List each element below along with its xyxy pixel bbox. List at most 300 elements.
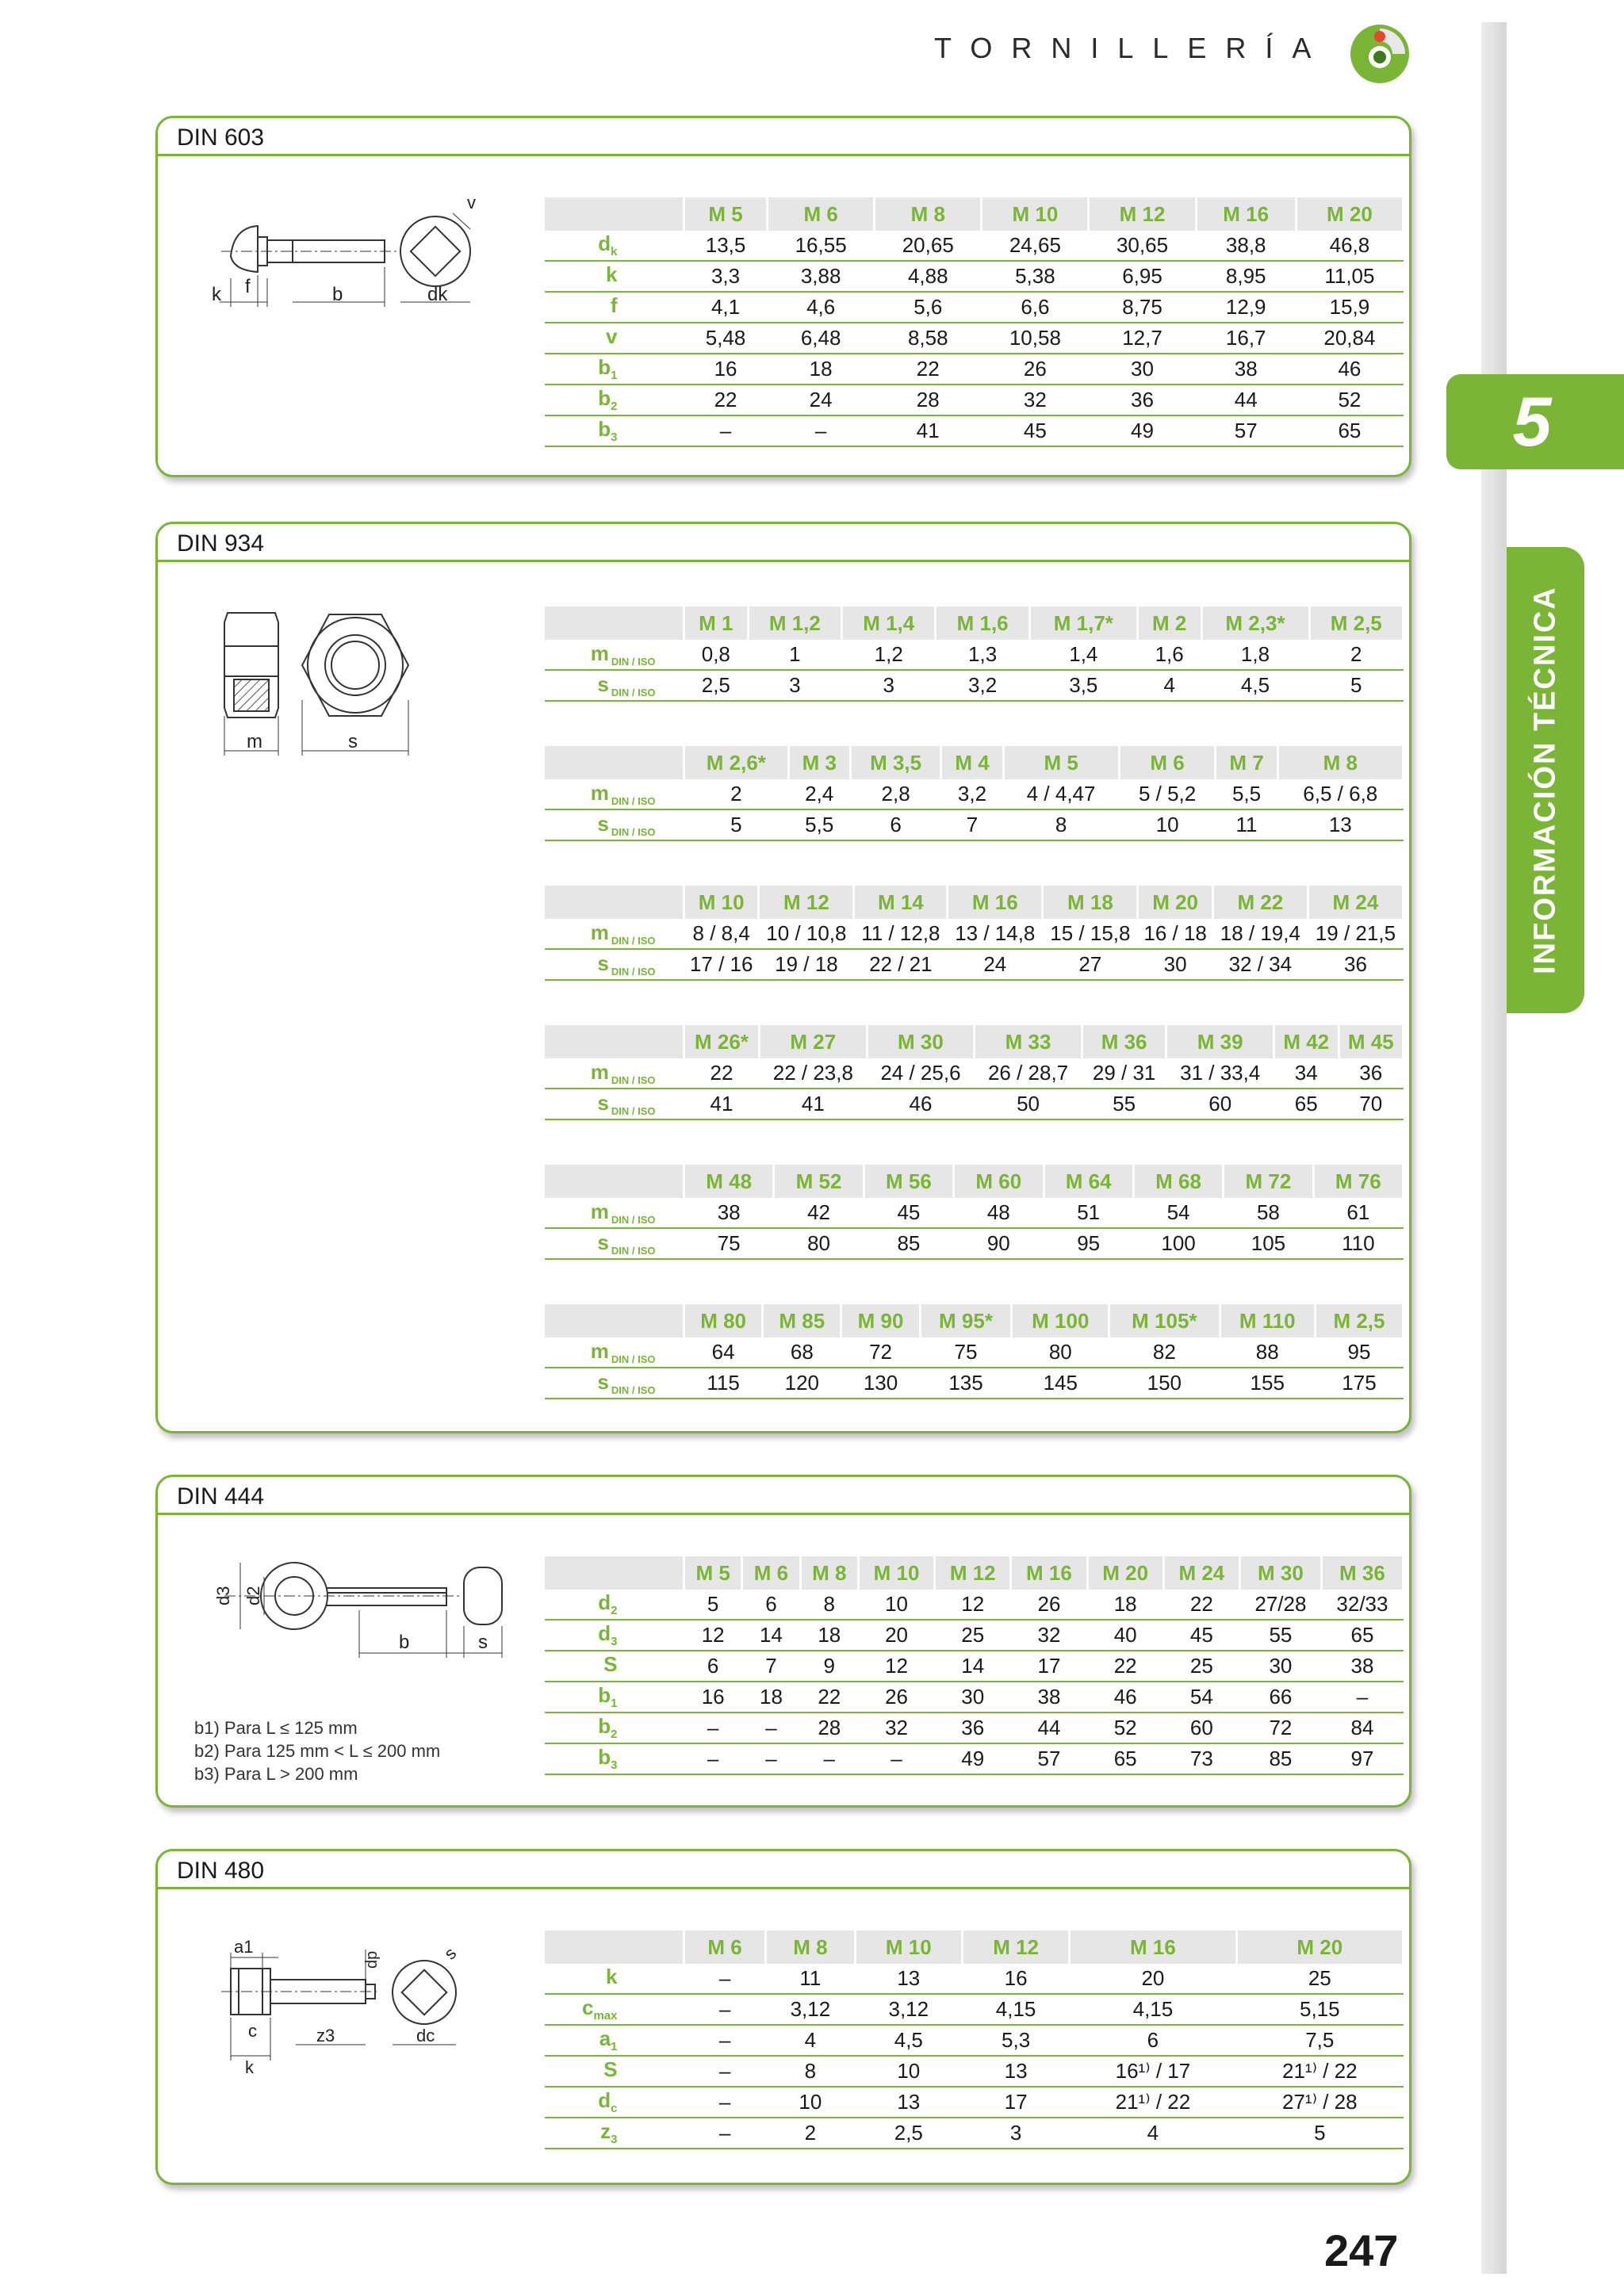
table-cell: 1,3 xyxy=(936,640,1029,670)
table-cell: 6 xyxy=(684,1651,742,1682)
table-cell: 13,5 xyxy=(684,231,768,261)
din934-title: DIN 934 xyxy=(158,524,1409,562)
table-cell: 21¹⁾ / 22 xyxy=(1070,2087,1236,2118)
column-header: M 20 xyxy=(1087,1556,1163,1590)
row-label-text: s xyxy=(597,672,609,696)
column-header: M 12 xyxy=(935,1556,1011,1590)
din934-drawing xyxy=(190,597,427,787)
table-cell: 175 xyxy=(1315,1368,1403,1399)
row-label xyxy=(545,323,684,354)
table-cell: 60 xyxy=(1163,1712,1239,1743)
table-cell: 26 / 28,7 xyxy=(975,1058,1082,1089)
table-cell: 6,48 xyxy=(768,323,875,354)
table-corner xyxy=(545,1025,684,1058)
table-row xyxy=(545,1337,1404,1368)
column-header: M 26* xyxy=(684,1025,760,1058)
table-row xyxy=(545,1620,1404,1651)
table-cell: 5 xyxy=(684,809,789,840)
column-header: M 36 xyxy=(1082,1025,1166,1058)
table-cell: 27/28 xyxy=(1239,1590,1321,1620)
column-header: M 48 xyxy=(684,1165,774,1198)
din603-table xyxy=(545,197,1404,447)
brand-logo-icon xyxy=(1348,22,1411,86)
table-cell: 5,15 xyxy=(1236,1994,1403,2025)
table-cell: 17 xyxy=(962,2087,1069,2118)
table-cell: 11 xyxy=(766,1964,856,1994)
column-header: M 5 xyxy=(684,1556,742,1590)
column-header: M 24 xyxy=(1308,886,1403,919)
row-label-subscript: DIN / ISO xyxy=(611,1245,656,1257)
row-label xyxy=(545,919,684,949)
din480-label-k: k xyxy=(245,2057,254,2077)
table-cell: 40 xyxy=(1087,1620,1163,1651)
column-header: M 2,5 xyxy=(1309,607,1403,640)
row-label xyxy=(545,949,684,980)
table-cell: 4,15 xyxy=(1070,1994,1236,2025)
table-cell: 22 xyxy=(875,354,982,385)
table-cell: 8 xyxy=(800,1590,858,1620)
column-header: M 110 xyxy=(1220,1304,1315,1337)
column-header: M 80 xyxy=(684,1304,763,1337)
row-label xyxy=(545,2025,684,2056)
table-cell: 10 xyxy=(1119,809,1216,840)
table-cell: 38 xyxy=(684,1198,774,1228)
table-row xyxy=(545,919,1404,949)
table-cell: 4,1 xyxy=(684,292,768,323)
table-cell: 36 xyxy=(935,1712,1011,1743)
table-cell: 12 xyxy=(858,1651,934,1682)
column-header: M 16 xyxy=(1011,1556,1087,1590)
row-label-subscript: DIN / ISO xyxy=(611,935,656,947)
row-label xyxy=(545,385,684,415)
table-cell: 18 / 19,4 xyxy=(1212,919,1308,949)
din934-table-block xyxy=(545,1165,1404,1260)
row-label xyxy=(545,809,684,840)
table-cell: – xyxy=(1321,1682,1403,1712)
table-cell: 5 xyxy=(684,1590,742,1620)
table-cell: 31 / 33,4 xyxy=(1166,1058,1274,1089)
table-corner xyxy=(545,607,684,640)
table-cell: 20,65 xyxy=(875,231,982,261)
din444-title: DIN 444 xyxy=(158,1477,1409,1515)
table-cell: 12,9 xyxy=(1196,292,1296,323)
table-cell: 45 xyxy=(982,415,1089,446)
row-label xyxy=(545,1682,684,1712)
table-cell: 155 xyxy=(1220,1368,1315,1399)
table-cell: 7 xyxy=(742,1651,800,1682)
row-label xyxy=(545,1089,684,1119)
table-cell: 17 / 16 xyxy=(684,949,759,980)
table-cell: 16 xyxy=(962,1964,1069,1994)
row-label-text: d xyxy=(598,232,611,256)
column-header: M 1,2 xyxy=(748,607,841,640)
table-cell: 6,95 xyxy=(1089,261,1196,292)
column-header: M 4 xyxy=(941,746,1003,779)
row-label-text: d xyxy=(598,1621,611,1646)
table-cell: 20 xyxy=(1070,1964,1236,1994)
table-cell: 18 xyxy=(800,1620,858,1651)
table-row xyxy=(545,231,1404,261)
table-cell: – xyxy=(684,2025,766,2056)
table-cell: 66 xyxy=(1239,1682,1321,1712)
table-cell: 58 xyxy=(1224,1198,1313,1228)
column-header: M 1 xyxy=(684,607,749,640)
table-row xyxy=(545,1712,1404,1743)
table-cell: 22 / 21 xyxy=(854,949,948,980)
table-row xyxy=(545,1590,1404,1620)
table-cell: 130 xyxy=(841,1368,920,1399)
table-cell: 16,7 xyxy=(1196,323,1296,354)
din480-label-z3: z3 xyxy=(316,2026,335,2045)
table-cell: 30 xyxy=(935,1682,1011,1712)
row-label-subscript: DIN / ISO xyxy=(611,795,656,808)
row-label xyxy=(545,1590,684,1620)
table-cell: 3 xyxy=(842,670,936,701)
table-cell: 24,65 xyxy=(982,231,1089,261)
row-label-text: s xyxy=(597,811,609,836)
table-cell: 10 xyxy=(766,2087,856,2118)
table-cell: 97 xyxy=(1321,1743,1403,1774)
din444-drawing xyxy=(177,1547,526,1689)
din934-table-block xyxy=(545,886,1404,981)
table-row xyxy=(545,2118,1404,2149)
table-cell: 11,05 xyxy=(1296,261,1403,292)
row-label-text: m xyxy=(590,641,609,665)
table-cell: 14 xyxy=(742,1620,800,1651)
table-cell: 25 xyxy=(935,1620,1011,1651)
row-label-subscript: max xyxy=(593,2009,618,2023)
din603-label-f: f xyxy=(245,276,251,297)
row-label-subscript: DIN / ISO xyxy=(611,687,656,699)
column-header: M 8 xyxy=(766,1931,856,1964)
column-header: M 14 xyxy=(854,886,948,919)
column-header: M 12 xyxy=(759,886,854,919)
row-label-text: k xyxy=(606,262,618,287)
table-cell: 85 xyxy=(1239,1743,1321,1774)
row-label-text: v xyxy=(606,324,618,349)
table-cell: 25 xyxy=(1163,1651,1239,1682)
table-cell: 36 xyxy=(1339,1058,1404,1089)
table-cell: 3,12 xyxy=(766,1994,856,2025)
table-cell: 16¹⁾ / 17 xyxy=(1070,2056,1236,2087)
table-cell: 120 xyxy=(763,1368,841,1399)
section-tab-label: INFORMACIÓN TÉCNICA xyxy=(1528,586,1562,974)
din934-card xyxy=(155,522,1411,1433)
table-cell: 27 xyxy=(1043,949,1138,980)
table-cell: 68 xyxy=(763,1337,841,1368)
table-cell: 49 xyxy=(935,1743,1011,1774)
table-cell: 18 xyxy=(742,1682,800,1712)
table-cell: 32 xyxy=(858,1712,934,1743)
table-row xyxy=(545,323,1404,354)
table-cell: 65 xyxy=(1296,415,1403,446)
row-label-text: m xyxy=(590,1338,609,1363)
table-cell: 52 xyxy=(1087,1712,1163,1743)
table-cell: 22 xyxy=(684,1058,760,1089)
table-cell: – xyxy=(742,1712,800,1743)
table-cell: 13 xyxy=(855,2087,962,2118)
table-cell: 11 xyxy=(1216,809,1277,840)
table-cell: 36 xyxy=(1308,949,1403,980)
din480-label-c: c xyxy=(248,2021,257,2041)
column-header: M 100 xyxy=(1012,1304,1109,1337)
table-cell: 5,6 xyxy=(875,292,982,323)
table-cell: 55 xyxy=(1082,1089,1166,1119)
row-label-subscript: 3 xyxy=(611,1758,618,1773)
table-cell: 44 xyxy=(1196,385,1296,415)
table-row xyxy=(545,1651,1404,1682)
din444-table xyxy=(545,1556,1404,1775)
din444-label-d3: d3 xyxy=(213,1586,233,1605)
note-b3: b3) Para L > 200 mm xyxy=(194,1764,358,1784)
column-header: M 5 xyxy=(1003,746,1119,779)
row-label xyxy=(545,261,684,292)
table-row xyxy=(545,949,1404,980)
table-cell: 10,58 xyxy=(982,323,1089,354)
table-cell: 15 / 15,8 xyxy=(1043,919,1138,949)
column-header: M 10 xyxy=(684,886,759,919)
din480-card xyxy=(155,1849,1411,2185)
table-cell: 8 xyxy=(766,2056,856,2087)
row-label-text: b xyxy=(598,417,611,442)
column-header: M 105* xyxy=(1109,1304,1220,1337)
table-cell: 45 xyxy=(1163,1620,1239,1651)
table-cell: – xyxy=(684,1994,766,2025)
table-cell: 20,84 xyxy=(1296,323,1403,354)
din934-table-block xyxy=(545,746,1404,841)
table-cell: 30 xyxy=(1089,354,1196,385)
table-cell: 4,15 xyxy=(962,1994,1069,2025)
table-cell: 2 xyxy=(1309,640,1403,670)
table-cell: 24 xyxy=(948,949,1043,980)
table-cell: 3 xyxy=(962,2118,1069,2149)
table-cell: 20 xyxy=(858,1620,934,1651)
column-header: M 64 xyxy=(1044,1165,1133,1198)
table-cell: 46 xyxy=(1296,354,1403,385)
table-cell: 46 xyxy=(867,1089,975,1119)
row-label xyxy=(545,1337,684,1368)
column-header: M 3 xyxy=(788,746,850,779)
row-label-subscript: c xyxy=(611,2102,618,2116)
chapter-number: 5 xyxy=(1512,382,1552,461)
table-row xyxy=(545,640,1404,670)
row-label xyxy=(545,1743,684,1774)
din603-drawing xyxy=(190,189,483,348)
table-cell: 38 xyxy=(1321,1651,1403,1682)
table-cell: 100 xyxy=(1133,1228,1223,1259)
table-cell: 8 / 8,4 xyxy=(684,919,759,949)
row-label-subscript: 2 xyxy=(611,1728,618,1742)
row-label-text: S xyxy=(603,1652,618,1677)
din603-title: DIN 603 xyxy=(158,118,1409,156)
din480-label-dc: dc xyxy=(416,2026,435,2045)
table-row xyxy=(545,1964,1404,1994)
chapter-tab[interactable] xyxy=(1446,374,1624,469)
table-cell: 75 xyxy=(684,1228,774,1259)
table-cell: 44 xyxy=(1011,1712,1087,1743)
row-label xyxy=(545,415,684,446)
row-label-text: s xyxy=(597,951,609,975)
table-row xyxy=(545,2056,1404,2087)
table-cell: 4,5 xyxy=(855,2025,962,2056)
row-label-subscript: 1 xyxy=(611,1697,618,1711)
table-cell: 25 xyxy=(1236,1964,1403,1994)
row-label-text: c xyxy=(582,1996,594,2020)
table-corner xyxy=(545,1556,684,1590)
table-row xyxy=(545,292,1404,323)
column-header: M 1,7* xyxy=(1029,607,1137,640)
column-header: M 12 xyxy=(1089,197,1196,231)
column-header: M 1,4 xyxy=(842,607,936,640)
table-row xyxy=(545,1058,1404,1089)
row-label xyxy=(545,292,684,323)
table-cell: 5,3 xyxy=(962,2025,1069,2056)
table-cell: 16 xyxy=(684,354,768,385)
din480-label-s: s xyxy=(439,1943,461,1964)
table-row xyxy=(545,2025,1404,2056)
table-cell: 30 xyxy=(1138,949,1212,980)
row-label-text: m xyxy=(590,780,609,805)
table-row xyxy=(545,261,1404,292)
table-cell: 41 xyxy=(684,1089,760,1119)
table-cell: 8,95 xyxy=(1196,261,1296,292)
table-cell: 4 / 4,47 xyxy=(1003,779,1119,809)
table-cell: 36 xyxy=(1089,385,1196,415)
column-header: M 7 xyxy=(1216,746,1277,779)
table-cell: 80 xyxy=(774,1228,864,1259)
row-label xyxy=(545,640,684,670)
table-cell: 17 xyxy=(1011,1651,1087,1682)
column-header: M 30 xyxy=(867,1025,975,1058)
table-cell: 5 xyxy=(1309,670,1403,701)
table-cell: 38 xyxy=(1011,1682,1087,1712)
table-cell: 1,4 xyxy=(1029,640,1137,670)
table-cell: 2,5 xyxy=(684,670,749,701)
table-cell: 5,38 xyxy=(982,261,1089,292)
table-cell: 8,58 xyxy=(875,323,982,354)
table-cell: 73 xyxy=(1163,1743,1239,1774)
table-cell: 16 xyxy=(684,1682,742,1712)
table-cell: 26 xyxy=(982,354,1089,385)
table-cell: 61 xyxy=(1313,1198,1403,1228)
table-cell: 29 / 31 xyxy=(1082,1058,1166,1089)
table-cell: – xyxy=(684,2087,766,2118)
table-cell: 3,5 xyxy=(1029,670,1137,701)
row-label xyxy=(545,1712,684,1743)
row-label xyxy=(545,1651,684,1682)
section-tab[interactable] xyxy=(1507,547,1584,1013)
table-cell: 48 xyxy=(954,1198,1044,1228)
row-label-subscript: k xyxy=(611,245,618,259)
column-header: M 22 xyxy=(1212,886,1308,919)
row-label-text: S xyxy=(603,2057,618,2082)
row-label xyxy=(545,1994,684,2025)
column-header: M 8 xyxy=(1277,746,1403,779)
din444-label-s: s xyxy=(478,1632,488,1653)
table-cell: – xyxy=(684,415,768,446)
note-b2: b2) Para 125 mm < L ≤ 200 mm xyxy=(194,1741,441,1761)
din603-card xyxy=(155,116,1411,477)
row-label xyxy=(545,231,684,261)
din444-label-d2: d2 xyxy=(243,1586,263,1605)
row-label-subscript: 1 xyxy=(611,2040,618,2054)
row-label-text: b xyxy=(598,1745,611,1770)
column-header: M 2,3* xyxy=(1201,607,1309,640)
table-cell: 13 xyxy=(855,1964,962,1994)
row-label-subscript: DIN / ISO xyxy=(611,1214,656,1226)
row-label xyxy=(545,1368,684,1399)
table-cell: 54 xyxy=(1133,1198,1223,1228)
row-label xyxy=(545,2118,684,2149)
column-header: M 16 xyxy=(948,886,1043,919)
table-row xyxy=(545,1368,1404,1399)
din480-table xyxy=(545,1931,1404,2149)
table-cell: 1,6 xyxy=(1137,640,1201,670)
row-label xyxy=(545,2056,684,2087)
table-cell: 82 xyxy=(1109,1337,1220,1368)
table-cell: 70 xyxy=(1339,1089,1404,1119)
table-cell: – xyxy=(858,1743,934,1774)
row-label-text: s xyxy=(597,1230,609,1254)
table-cell: 54 xyxy=(1163,1682,1239,1712)
table-cell: 3,2 xyxy=(936,670,1029,701)
table-cell: 4 xyxy=(1070,2118,1236,2149)
row-label xyxy=(545,1198,684,1228)
table-cell: 115 xyxy=(684,1368,763,1399)
table-cell: 80 xyxy=(1012,1337,1109,1368)
table-cell: 4,5 xyxy=(1201,670,1309,701)
row-label-subscript: 1 xyxy=(611,369,618,383)
din444-label-b: b xyxy=(399,1632,410,1653)
column-header: M 72 xyxy=(1224,1165,1313,1198)
column-header: M 36 xyxy=(1321,1556,1403,1590)
din444-notes xyxy=(194,1716,440,1785)
table-cell: 30 xyxy=(1239,1651,1321,1682)
row-label-subscript: 3 xyxy=(611,2133,618,2147)
row-label xyxy=(545,1058,684,1089)
table-cell: 0,8 xyxy=(684,640,749,670)
row-label-text: d xyxy=(598,2088,611,2113)
row-label-subscript: 3 xyxy=(611,430,618,445)
table-cell: 13 xyxy=(1277,809,1403,840)
column-header: M 95* xyxy=(920,1304,1012,1337)
column-header: M 52 xyxy=(774,1165,864,1198)
column-header: M 20 xyxy=(1296,197,1403,231)
din480-label-dp: dp xyxy=(363,1950,381,1969)
column-header: M 8 xyxy=(800,1556,858,1590)
table-row xyxy=(545,809,1404,840)
din480-drawing xyxy=(190,1921,491,2080)
column-header: M 39 xyxy=(1166,1025,1274,1058)
table-cell: 13 / 14,8 xyxy=(948,919,1043,949)
table-cell: 5 / 5,2 xyxy=(1119,779,1216,809)
table-row xyxy=(545,670,1404,701)
table-cell: 145 xyxy=(1012,1368,1109,1399)
column-header: M 5 xyxy=(684,197,768,231)
table-cell: 65 xyxy=(1321,1620,1403,1651)
table-cell: 7 xyxy=(941,809,1003,840)
table-cell: 6 xyxy=(850,809,941,840)
table-cell: 2,5 xyxy=(855,2118,962,2149)
side-strip xyxy=(1481,22,1507,2274)
row-label-text: b xyxy=(598,1714,611,1739)
row-label-subscript: DIN / ISO xyxy=(611,1074,656,1087)
row-label-text: m xyxy=(590,920,609,944)
row-label-text: s xyxy=(597,1369,609,1394)
table-cell: – xyxy=(684,1712,742,1743)
table-cell: 5,5 xyxy=(788,809,850,840)
table-cell: 16 / 18 xyxy=(1138,919,1212,949)
